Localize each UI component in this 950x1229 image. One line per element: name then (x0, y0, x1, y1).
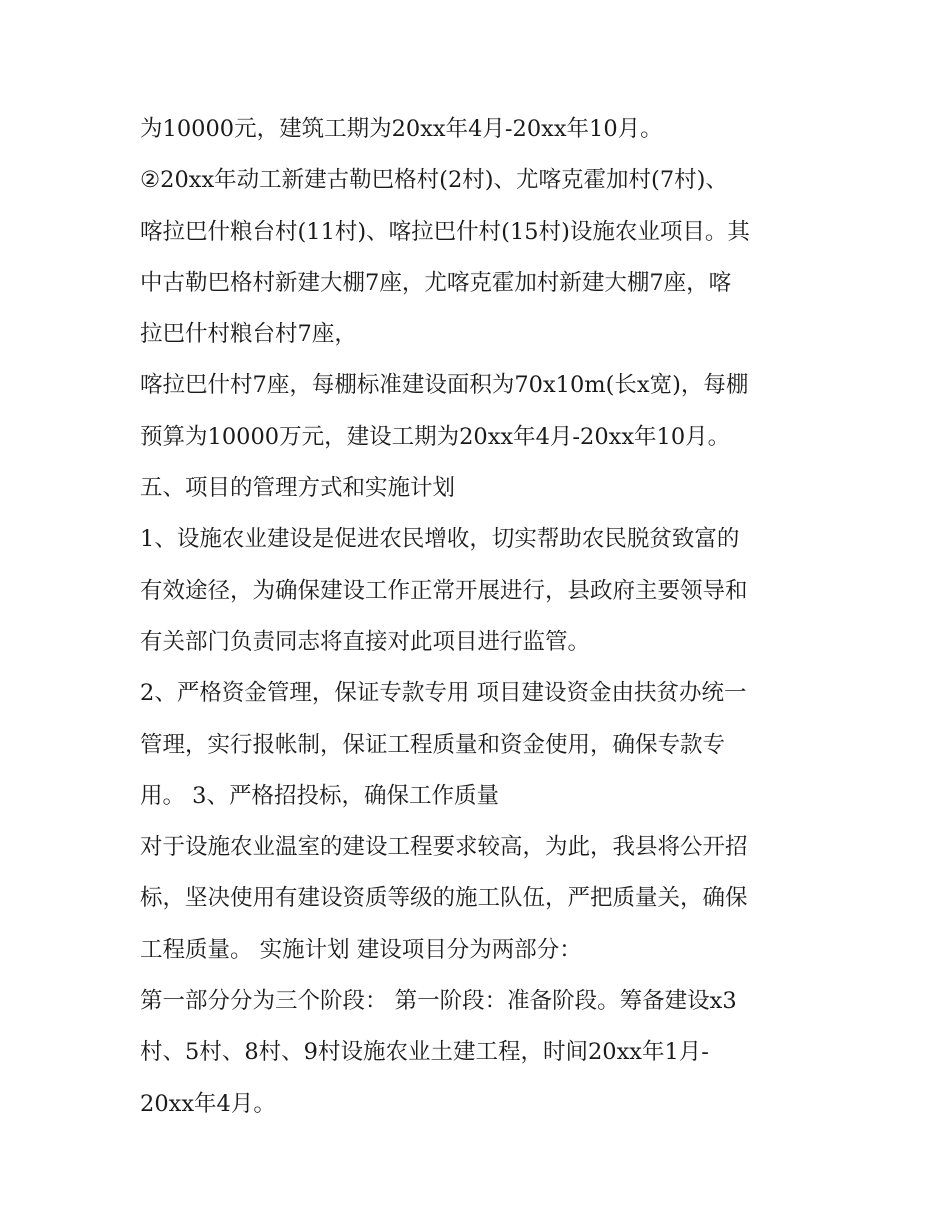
text-line: 拉巴什村粮台村7座， (140, 321, 357, 348)
text-line: 有关部门负责同志将直接对此项目进行监管。 (140, 628, 591, 655)
text-line: 中古勒巴格村新建大棚7座，尤喀克霍加村新建大棚7座，喀 (140, 269, 732, 296)
text-line: ②20xx年动工新建古勒巴格村(2村)、尤喀克霍加村(7村)、 (140, 167, 728, 194)
text-line: 工程质量。 实施计划 建设项目分为两部分： (140, 936, 582, 963)
text-line: 1、设施农业建设是促进农民增收，切实帮助农民脱贫致富的 (140, 526, 740, 553)
text-line: 对于设施农业温室的建设工程要求较高，为此，我县将公开招 (140, 834, 748, 861)
text-line: 为10000元，建筑工期为20xx年4月-20xx年10月。 (140, 116, 663, 142)
text-line: 2、严格资金管理，保证专款专用 项目建设资金由扶贫办统一 (140, 680, 747, 707)
text-line: 用。 3、严格招投标，确保工作质量 (140, 782, 499, 809)
text-line: 喀拉巴什粮台村(11村)、喀拉巴什村(15村)设施农业项目。其 (140, 218, 750, 245)
text-line: 管理，实行报帐制，保证工程质量和资金使用，确保专款专 (140, 731, 726, 758)
section-heading: 五、项目的管理方式和实施计划 (140, 475, 456, 502)
text-line: 有效途径，为确保建设工作正常开展进行，县政府主要领导和 (140, 577, 748, 604)
text-line: 20xx年4月。 (140, 1090, 276, 1117)
text-line: 村、5村、8村、9村设施农业土建工程，时间20xx年1月- (140, 1039, 709, 1066)
text-line: 喀拉巴什村7座，每棚标准建设面积为70x10m(长x宽)，每棚 (140, 372, 749, 399)
document-body (140, 104, 830, 1130)
text-line: 第一部分分为三个阶段： 第一阶段：准备阶段。筹备建设x3 (140, 988, 737, 1015)
text-line: 预算为10000万元，建设工期为20xx年4月-20xx年10月。 (140, 423, 731, 450)
text-line: 标，坚决使用有建设资质等级的施工队伍，严把质量关，确保 (140, 885, 748, 912)
